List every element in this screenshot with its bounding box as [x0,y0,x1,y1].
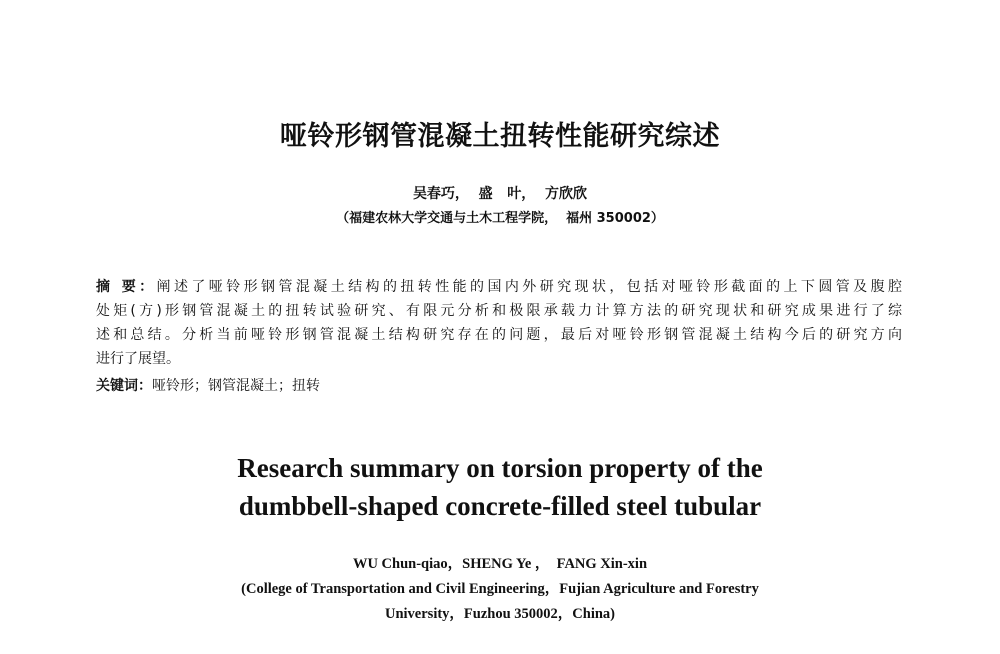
english-authors: WU Chun-qiao，SHENG Ye ， FANG Xin-xin [352,556,648,572]
english-affiliation-line: University，Fuzhou 350002，China) [384,606,615,622]
english-title-line: dumbbell-shaped concrete-filled steel tubular [238,491,762,521]
chinese-abstract [96,275,902,371]
chinese-keywords [96,374,320,398]
chinese-title: 哑铃形钢管混凝土扭转性能研究综述 [280,121,720,152]
english-title-line: Research summary on torsion property of the [237,453,763,483]
keywords-label: 关键词： [96,378,152,394]
english-affiliation [0,577,1000,627]
abstract-label: 摘 要： [96,279,157,295]
abstract-line [96,275,902,299]
abstract-line: 处矩(方)形钢管混凝土的扭转试验研究、有限元分析和极限承载力计算方法的研究现状和研究成果进行了综 [96,303,902,319]
english-title [0,449,1000,525]
abstract-line: 进行了展望。 [96,351,180,367]
chinese-affiliation: （福建农林大学交通与土木工程学院， 福州 350002） [336,211,664,226]
abstract-line: 述和总结。分析当前哑铃形钢管混凝土结构研究存在的问题，最后对哑铃形钢管混凝土结构今后的研究方向 [96,327,902,343]
english-affiliation-line: (College of Transportation and Civil Engineering，Fujian Agriculture and Forestry [241,581,759,597]
chinese-authors: 吴春巧， 盛 叶， 方欣欣 [412,186,588,202]
keywords-text: 哑铃形；钢管混凝土；扭转 [152,378,320,394]
abstract-text: 阐述了哑铃形钢管混凝土结构的扭转性能的国内外研究现状，包括对哑铃形截面的上下圆管及腹腔 [156,279,903,295]
